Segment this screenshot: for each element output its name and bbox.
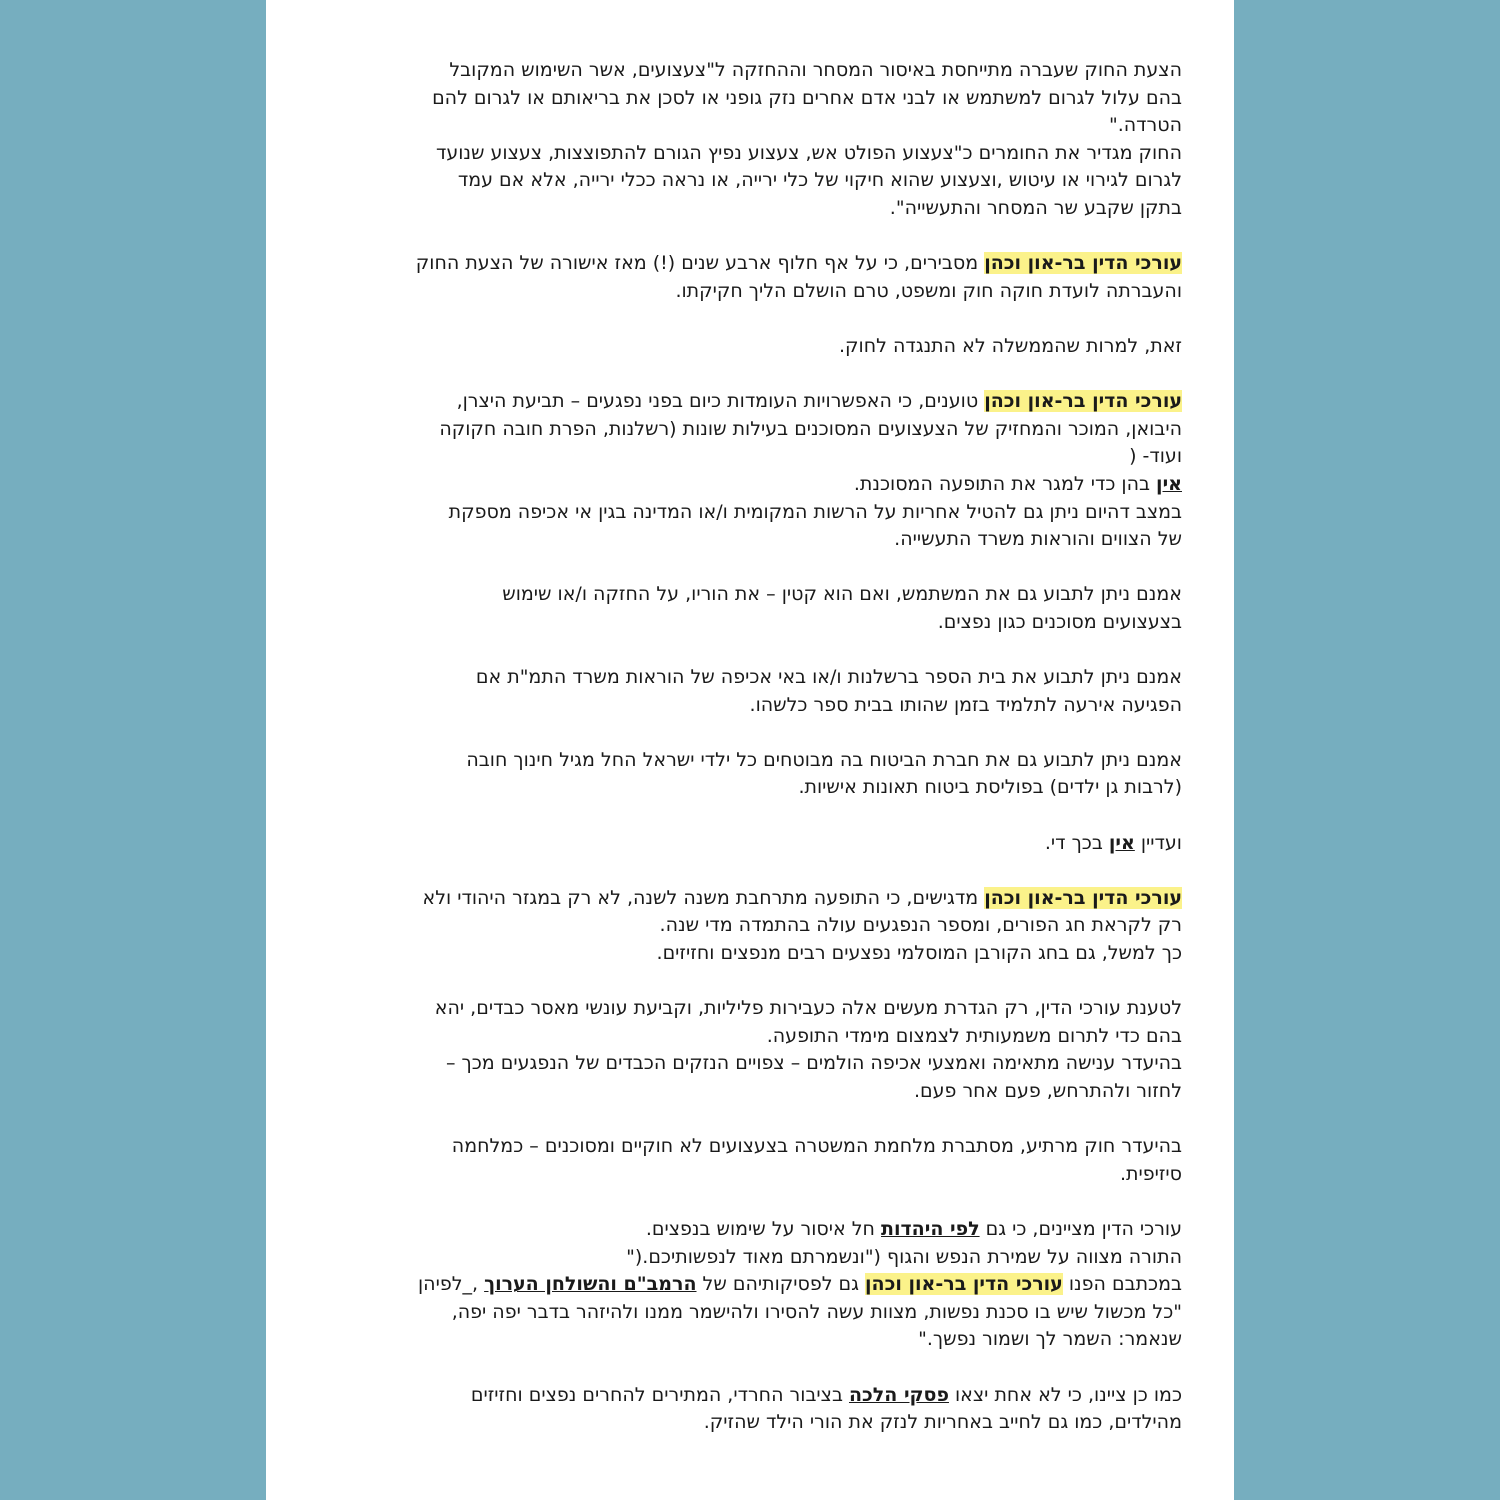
text-span: מדגישים, כי התופעה מתרחבת משנה לשנה, לא רק במגזר היהודי ולא [422, 886, 985, 909]
text-span: ,_לפיהן [418, 1273, 485, 1296]
text-line: הפגיעה אירעה לתלמיד בזמן שהותו בבית ספר כלשהו. [749, 693, 1182, 716]
text-line: בהיעדר חוק מרתיע, מסתברת מלחמת המשטרה בצעצועים לא חוקיים ומסוכנים – כמלחמה [451, 1135, 1182, 1158]
text-line: סיזיפית. [1119, 1162, 1182, 1185]
paragraph-lawyers-emphasize [330, 885, 1182, 968]
text-line: לחזור ולהתרחש, פעם אחר פעם. [914, 1079, 1182, 1102]
highlighted-lawyers-name: עורכי הדין בר-און וכהן [865, 1273, 1063, 1296]
paragraph-bill-description [330, 57, 1182, 223]
text-line: התורה מצווה על שמירת הנפש והגוף ("ונשמרתם מאוד לנפשותיכם.(" [626, 1245, 1182, 1268]
text-line: בהם עלול לגרום למשתמש או לבני אדם אחרים נזק גופני או לסכן את בריאותם או לגרום להם [432, 86, 1182, 109]
text-line: שנאמר: השמר לך ושמור נפשך." [918, 1328, 1182, 1351]
emphasized-phrase: הרמב"ם והשולחן הערוך [484, 1273, 697, 1296]
text-line: בהיעדר ענישה מתאימה ואמצעי אכיפה הולמים – צפויים הנזקים הכבדים של הנפגעים מכך – [446, 1052, 1182, 1075]
text-line: זאת, למרות שהממשלה לא התנגדה לחוק. [839, 334, 1182, 357]
emphasized-phrase: לפי היהדות [881, 1217, 980, 1240]
text-line: מהילדים, כמו גם לחייב באחריות לנזק את הורי הילד שהזיק. [703, 1411, 1182, 1434]
emphasized-phrase: פסקי הלכה [848, 1383, 949, 1406]
text-line: לגרום לגירוי או עיטוש ,וצעצוע שהוא חיקוי של כלי ירייה, או נראה ככלי ירייה, אלא אם עמד [457, 169, 1182, 192]
paragraph-not-enough [330, 830, 1182, 858]
text-span: חל איסור על שימוש בנפצים. [645, 1217, 881, 1240]
text-line: ועוד- ( [1129, 445, 1182, 468]
text-line: היבואן, המוכר והמחזיק של הצעצועים המסוכנים בעילות שונות (רשלנות, הפרת חובה חקוקה [439, 417, 1182, 440]
text-line: אמנם ניתן לתבוע גם את המשתמש, ואם הוא קטין – את הוריו, על החזקה ו/או שימוש [502, 583, 1182, 606]
document-page [266, 0, 1234, 1500]
text-line: בהם כדי לתרום משמעותית לצמצום מימדי התופעה. [766, 1024, 1182, 1047]
text-line: בצעצועים מסוכנים כגון נפצים. [937, 610, 1182, 633]
text-span: טוענים, כי האפשרויות העומדות כיום בפני נפגעים – תביעת היצרן, [456, 390, 985, 413]
text-span: מסבירים, כי על אף חלוף ארבע שנים (!) מאז אישורה של הצעת החוק [415, 252, 985, 275]
paragraph-sue-insurer [330, 747, 1182, 802]
text-span: בציבור החרדי, המתירים להחרים נפצים וחזיזים [470, 1383, 849, 1406]
text-line: הטרדה." [1108, 114, 1182, 137]
emphasized-word: אין [1108, 831, 1135, 854]
text-line [330, 885, 1182, 913]
text-line [330, 830, 1182, 858]
text-span: עורכי הדין מציינים, כי גם [979, 1217, 1182, 1240]
paragraph-criminal-offense [330, 995, 1182, 1105]
paragraph-lawyers-claim [330, 388, 1182, 554]
text-line [330, 388, 1182, 416]
paragraph-lawyers-explain [330, 250, 1182, 305]
text-line: לטענת עורכי הדין, רק הגדרת מעשים אלה כעבירות פליליות, וקביעת עונשי מאסר כבדים, יהא [434, 997, 1182, 1020]
highlighted-lawyers-name: עורכי הדין בר-און וכהן [984, 252, 1182, 275]
text-line [330, 471, 1182, 499]
text-span: ועדיין [1134, 831, 1182, 854]
text-span: כמו כן ציינו, כי לא אחת יצאו [948, 1383, 1182, 1406]
text-line: "כל מכשול שיש בו סכנת נפשות, מצוות עשה להסירו ולהישמר ממנו ולהיזהר בדבר יפה יפה, [451, 1300, 1182, 1323]
paragraph-halacha [330, 1382, 1182, 1437]
text-line: אמנם ניתן לתבוע את בית הספר ברשלנות ו/או באי אכיפה של הוראות משרד התמ"ת אם [475, 666, 1182, 689]
text-line: (לרבות גן ילדים) בפוליסת ביטוח תאונות אישיות. [798, 776, 1182, 799]
text-line: בתקן שקבע שר המסחר והתעשייה". [889, 196, 1182, 219]
text-line: והעברתה לועדת חוקה חוק ומשפט, טרם הושלם הליך חקיקתו. [675, 279, 1182, 302]
paragraph-police [330, 1133, 1182, 1188]
text-line: של הצווים והוראות משרד התעשייה. [894, 528, 1182, 551]
document-body [330, 57, 1182, 1437]
paragraph-sue-user [330, 581, 1182, 636]
text-line [330, 1216, 1182, 1244]
paragraph-government [330, 333, 1182, 361]
text-line [330, 1382, 1182, 1410]
text-line [330, 250, 1182, 278]
text-line: רק לקראת חג הפורים, ומספר הנפגעים עולה בהתמדה מדי שנה. [659, 914, 1182, 937]
text-span: בהן כדי למגר את התופעה המסוכנת. [853, 472, 1157, 495]
paragraph-judaism [330, 1216, 1182, 1354]
text-line: כך למשל, גם בחג הקורבן המוסלמי נפצעים רבים מנפצים וחזיזים. [656, 942, 1182, 964]
paragraph-sue-school [330, 664, 1182, 719]
text-line: הצעת החוק שעברה מתייחסת באיסור המסחר וההחזקה ל"צעצועים, אשר השימוש המקובל [449, 59, 1182, 81]
text-line [330, 1271, 1182, 1299]
text-span: בכך די. [1044, 831, 1109, 854]
highlighted-lawyers-name: עורכי הדין בר-און וכהן [984, 886, 1182, 909]
emphasized-word: אין [1156, 472, 1182, 495]
highlighted-lawyers-name: עורכי הדין בר-און וכהן [984, 390, 1182, 413]
text-line: במצב דהיום ניתן גם להטיל אחריות על הרשות המקומית ו/או המדינה בגין אי אכיפה מספקת [448, 500, 1182, 523]
text-line: אמנם ניתן לתבוע גם את חברת הביטוח בה מבוטחים כל ילדי ישראל החל מגיל חינוך חובה [466, 748, 1182, 771]
text-line: החוק מגדיר את החומרים כ"צעצוע הפולט אש, צעצוע נפיץ הגורם להתפוצצות, צעצוע שנועד [435, 141, 1182, 164]
text-span: גם לפסיקותיהם של [696, 1273, 866, 1296]
text-span: במכתבם הפנו [1062, 1273, 1182, 1296]
